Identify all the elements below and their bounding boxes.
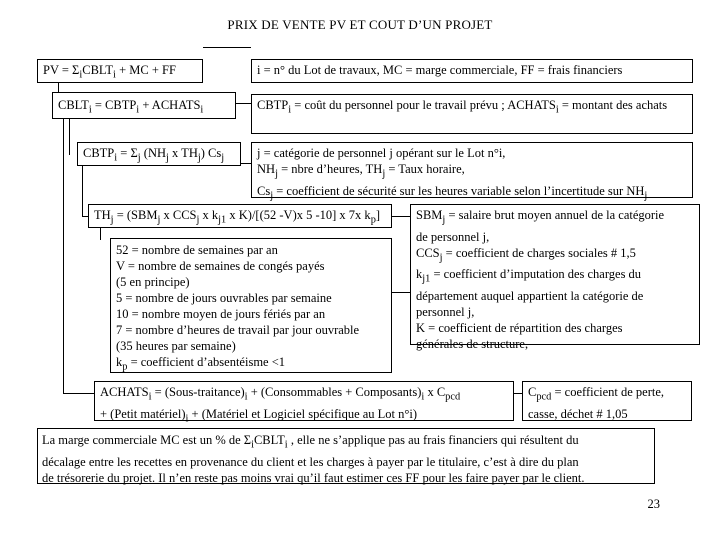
cblt-def-pre: CBTP <box>257 98 289 112</box>
ccs-def-sub: j <box>439 252 443 263</box>
cblt-definition-box <box>251 94 693 134</box>
cbtp-formula <box>83 146 225 164</box>
note-line <box>42 432 649 454</box>
cblt-sub3: i <box>200 104 204 116</box>
kp-def-pre: k <box>116 355 123 369</box>
thj-formula-box <box>88 204 392 228</box>
note-pre: La marge commerciale MC est un % de Σ <box>42 433 252 447</box>
pv-definition: i = n° du Lot de travaux, MC = marge commerciale, FF = frais financiers <box>257 63 623 77</box>
cbtp-def-th: = nbre d’heures, TH <box>277 162 383 176</box>
weeks-def-line: (35 heures par semaine) <box>116 339 236 353</box>
cbtp-mid4: ) Cs <box>200 146 222 160</box>
thj-mid2: x CCS <box>160 208 197 222</box>
ccs-def-pre: CCS <box>416 245 440 260</box>
connector-line <box>392 292 410 293</box>
sbm-def-pre: SBM <box>416 208 443 222</box>
cbtp-sub2: j <box>137 152 141 164</box>
thj-sub5: p <box>370 214 376 226</box>
connector-line <box>63 393 94 394</box>
connector-line <box>203 47 251 48</box>
thj-formula <box>94 208 381 226</box>
achats-mid3: x C <box>424 385 446 399</box>
connector-line <box>392 216 410 217</box>
connector-line <box>63 119 64 393</box>
thj-mid4: x K)/[(52 -V)x 5 -10] x 7x k <box>226 208 371 222</box>
kj1-def-pre: k <box>416 267 423 281</box>
thj-sub4: j1 <box>218 214 227 226</box>
sbm-def-line <box>416 245 694 267</box>
cblt-def-sub2: i <box>555 104 559 116</box>
thj-sub: j <box>110 214 114 226</box>
thj-pre: TH <box>94 208 111 222</box>
thj-mid3: x k <box>199 208 219 222</box>
achats-sub3: i <box>421 391 425 403</box>
weeks-def-line: 7 = nombre d’heures de travail par jour ouvrable <box>116 323 360 337</box>
cblt-formula <box>58 98 204 116</box>
achats-formula-line <box>100 406 508 428</box>
cbtp-mid3: x TH <box>168 146 198 160</box>
pv-sub-i2: i <box>113 69 116 81</box>
cbtp-def-rate: = Taux horaire, <box>385 162 465 176</box>
cbtp-sub5: j <box>221 152 225 164</box>
pv-mid: CBLT <box>82 63 114 77</box>
cbtp-pre: CBTP <box>83 146 115 160</box>
cblt-sub2: i <box>136 104 140 116</box>
achats-formula-box <box>94 381 514 424</box>
cbtp-def-sub2: j <box>382 168 386 180</box>
thj-mid: = (SBM <box>113 208 158 222</box>
cblt-sub: i <box>88 104 92 116</box>
sbm-def-sub: j <box>442 214 446 226</box>
note-box <box>37 428 655 484</box>
kp-def-post: = coefficient d’absentéisme <1 <box>127 355 286 369</box>
sbm-def-post: = salaire brut moyen annuel de la catégorie <box>445 208 665 222</box>
weeks-def-line: (5 en principe) <box>116 275 190 289</box>
achats-l2-mid: + (Matériel et Logiciel spécifique au Lot n°i) <box>188 406 418 421</box>
pv-sub-i: i <box>79 69 83 81</box>
cbtp-mid2: (NH <box>140 146 166 160</box>
achats-sub2: i <box>244 391 248 403</box>
note-line: décalage entre les recettes en provenance du client et les charges à payer par le titulaire, c’est à dire du plan <box>42 454 579 469</box>
page-title: PRIX DE VENTE PV ET COUT D’UN PROJET <box>227 17 493 32</box>
kj1-def-post: = coefficient d’imputation des charges du <box>430 267 642 281</box>
pv-formula-box <box>37 59 203 83</box>
note-sub2: i <box>284 439 288 451</box>
cbtp-sub: i <box>114 152 118 164</box>
thj-sub2: j <box>157 214 161 226</box>
note-post: , elle ne s’applique pas au frais financiers qui résultent du <box>287 433 579 447</box>
achats-sub: i <box>148 391 152 403</box>
pv-pre: PV = Σ <box>43 63 80 77</box>
achats-l2-sub: i <box>185 413 189 424</box>
connector-line <box>69 119 70 155</box>
cbtp-def-sub4: j <box>644 190 648 201</box>
cpcd-post: = coefficient de perte, <box>551 385 665 399</box>
weeks-def-line: V = nombre de semaines de congés payés <box>116 259 325 273</box>
connector-line <box>241 163 251 164</box>
cblt-def-post: = montant des achats <box>558 98 668 112</box>
cbtp-def-line: j = catégorie de personnel j opérant sur le Lot n°i, <box>257 146 506 160</box>
cblt-mid2: + ACHATS <box>139 98 201 112</box>
cpcd-def-line <box>528 384 686 406</box>
pv-post: + MC + FF <box>115 63 176 77</box>
achats-mid: = (Sous-traitance) <box>151 385 245 399</box>
sbm-def-line: K = coefficient de répartition des charges <box>416 320 623 335</box>
sbm-def-line: personnel j, <box>416 304 475 319</box>
connector-line <box>236 103 251 104</box>
weeks-def-line <box>116 354 386 376</box>
weeks-definition-box <box>110 238 392 373</box>
cbtp-sub4: j <box>197 152 201 164</box>
cblt-def-mid: = coût du personnel pour le travail prévu ; ACHATS <box>291 98 556 112</box>
cpcd-def-line: casse, déchet # 1,05 <box>528 406 628 421</box>
connector-line <box>514 393 522 394</box>
note-sub: i <box>251 439 254 451</box>
achats-pre: ACHATS <box>100 385 149 399</box>
pv-definition-box <box>251 59 693 83</box>
cblt-formula-box <box>52 92 236 119</box>
cbtp-def-coef: = coefficient de sécurité sur les heures variable selon l’incertitude sur NH <box>273 183 645 198</box>
cbtp-definition-box <box>251 142 693 201</box>
weeks-def-line: 52 = nombre de semaines par an <box>116 243 278 257</box>
achats-mid2: + (Consommables + Composants) <box>247 385 422 399</box>
sbm-def-line <box>416 207 694 229</box>
cbtp-def-cs: Cs <box>257 183 271 198</box>
thj-sub3: j <box>196 214 200 226</box>
sbm-def-line: de personnel j, <box>416 229 490 244</box>
sbm-def-line <box>416 266 694 288</box>
page-number: 23 <box>647 497 660 511</box>
sbm-definition-box <box>410 204 700 351</box>
connector-line <box>82 163 83 216</box>
cblt-pre: CBLT <box>58 98 89 112</box>
cbtp-def-nh: NH <box>257 162 276 176</box>
pv-formula <box>43 63 176 81</box>
cbtp-formula-box <box>77 142 241 166</box>
sbm-def-line: département auquel appartient la catégorie de <box>416 288 644 303</box>
cbtp-def-sub3: j <box>270 190 274 201</box>
cbtp-def-sub: j <box>275 168 278 180</box>
achats-formula-line <box>100 384 508 406</box>
cbtp-mid: = Σ <box>117 146 138 160</box>
cbtp-def-line <box>257 183 687 205</box>
cpcd-sub: pcd <box>536 391 552 403</box>
achats-l2-pre: + (Petit matériel) <box>100 406 186 421</box>
thj-post: ] <box>375 208 381 222</box>
note-line: de trésorerie du projet. Il n’en reste pas moins vrai qu’il faut estimer ces FF pour les faire payer par le client. <box>42 470 585 485</box>
kp-def-sub: p <box>122 361 128 373</box>
cpcd-pre: C <box>528 385 537 399</box>
kj1-def-sub: j1 <box>422 273 431 285</box>
weeks-def-line: 10 = nombre moyen de jours fériés par an <box>116 307 326 321</box>
note-mid: CBLT <box>253 433 285 447</box>
cbtp-def-line <box>257 161 687 183</box>
ccs-def-post: = coefficient de charges sociales # 1,5 <box>442 245 636 260</box>
cblt-def-sub: i <box>288 104 292 116</box>
sbm-def-line: générales de structure, <box>416 336 529 351</box>
cblt-mid: = CBTP <box>91 98 137 112</box>
achats-sub4: pcd <box>445 391 461 403</box>
cpcd-definition-box <box>522 381 692 421</box>
cbtp-sub3: j <box>166 152 169 164</box>
weeks-def-line: 5 = nombre de jours ouvrables par semaine <box>116 291 332 305</box>
